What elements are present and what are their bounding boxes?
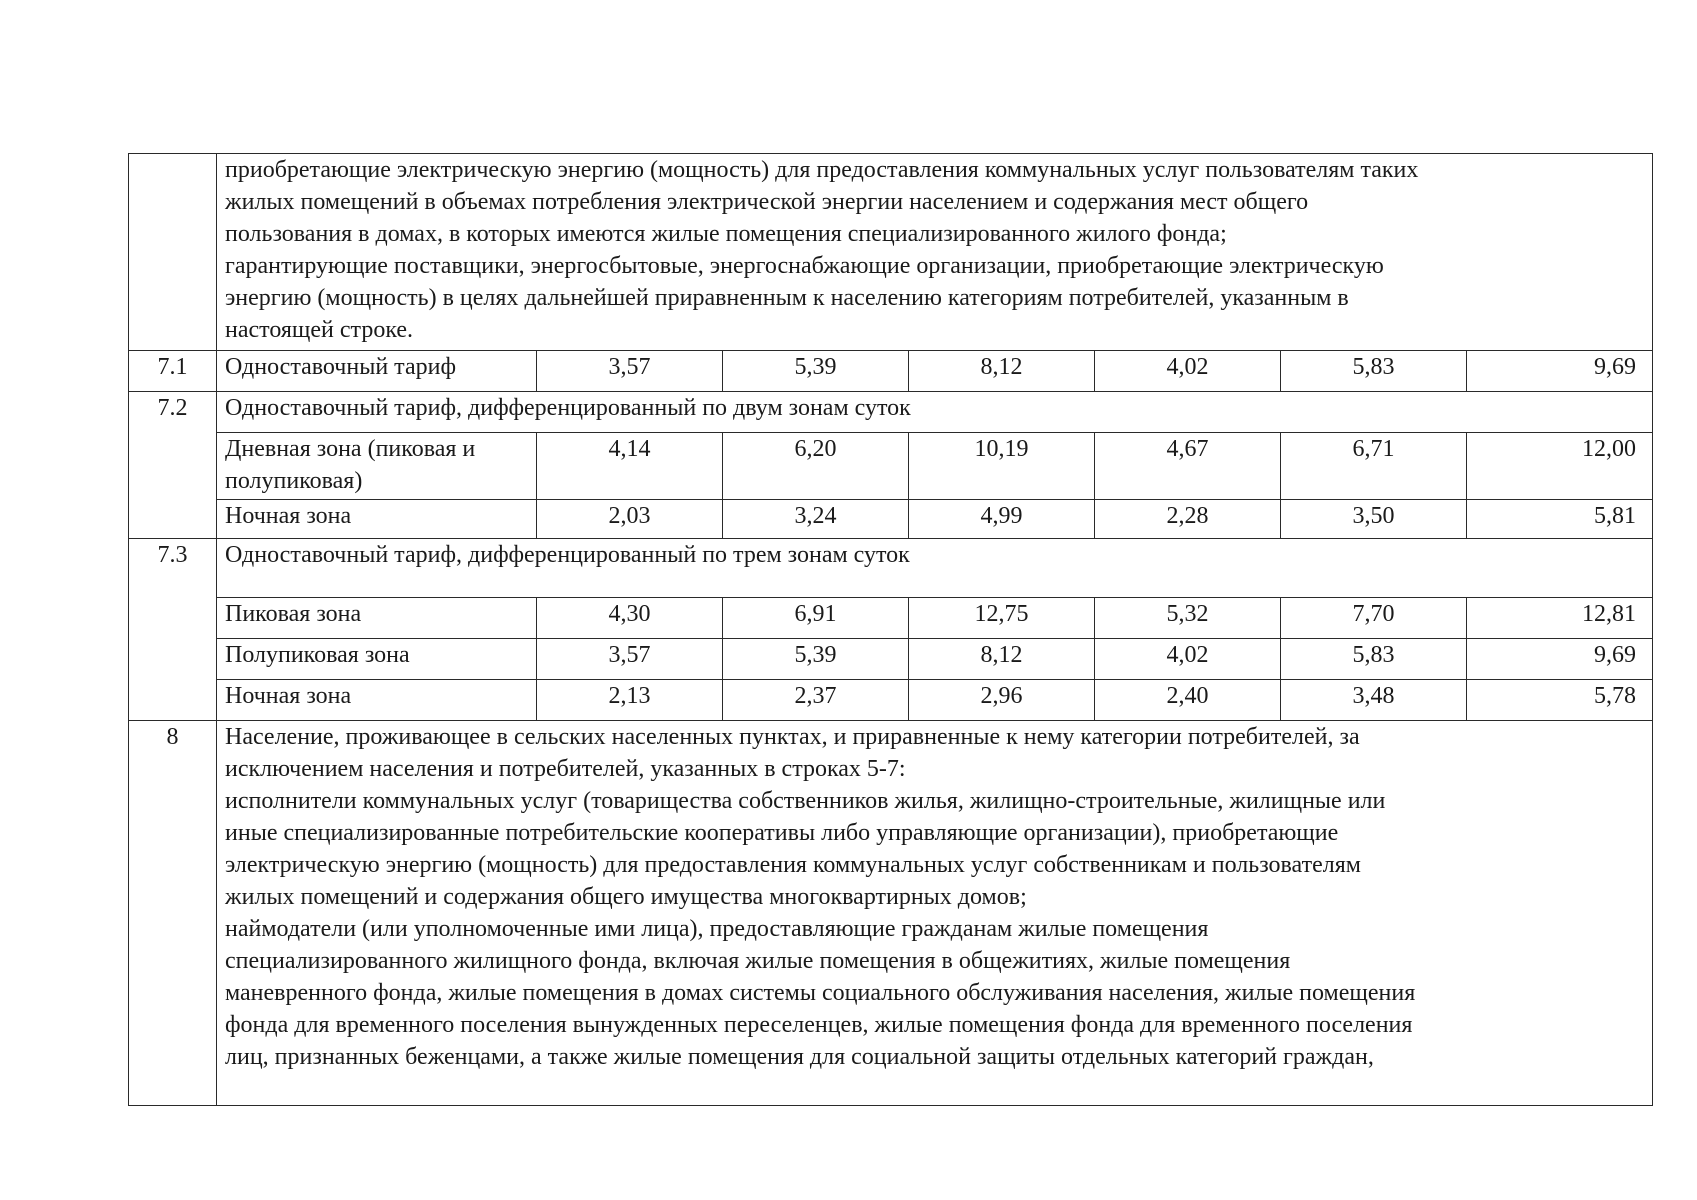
row-8 — [129, 721, 1653, 1106]
text-line: электрическую энергию (мощность) для предоставления коммунальных услуг собственникам и пользователям — [225, 852, 1361, 878]
value-cell: 8,12 — [909, 639, 1095, 680]
value-cell: 5,39 — [723, 351, 909, 392]
row-7-3-title — [129, 539, 1653, 598]
value-cell: 4,02 — [1095, 351, 1281, 392]
value-cell: 2,37 — [723, 680, 909, 721]
value-cell: 5,83 — [1281, 639, 1467, 680]
row-label: Одноставочный тариф — [217, 351, 537, 392]
value-cell: 9,69 — [1467, 639, 1653, 680]
value-cell: 2,03 — [537, 500, 723, 539]
row-number: 7.1 — [129, 351, 217, 392]
value-cell: 7,70 — [1281, 598, 1467, 639]
row-label: Дневная зона (пиковая и полупиковая) — [217, 433, 537, 500]
text-line: приобретающие электрическую энергию (мощность) для предоставления коммунальных услуг пользователям таких — [225, 157, 1419, 183]
value-cell: 8,12 — [909, 351, 1095, 392]
row-label: Пиковая зона — [217, 598, 537, 639]
text-line: жилых помещений и содержания общего имущества многоквартирных домов; — [225, 884, 1027, 910]
tariff-table — [128, 153, 1653, 1106]
row-label: Ночная зона — [217, 500, 537, 539]
row-7-2-night — [129, 500, 1653, 539]
row-label: Полупиковая зона — [217, 639, 537, 680]
value-cell: 6,71 — [1281, 433, 1467, 500]
text-line: лиц, признанных беженцами, а также жилые помещения для социальной защиты отдельных категорий граждан, — [225, 1044, 1374, 1070]
value-cell: 12,75 — [909, 598, 1095, 639]
value-cell: 2,40 — [1095, 680, 1281, 721]
text-line: маневренного фонда, жилые помещения в домах системы социального обслуживания населения, жилые помещения — [225, 980, 1416, 1006]
row-7-3-halfpeak — [129, 639, 1653, 680]
text-line: специализированного жилищного фонда, включая жилые помещения в общежитиях, жилые помещения — [225, 948, 1291, 974]
row-7-description-text — [217, 154, 1653, 351]
row-number: 8 — [129, 721, 217, 1106]
row-number: 7.3 — [129, 539, 217, 721]
value-cell: 6,20 — [723, 433, 909, 500]
text-line: Население, проживающее в сельских населенных пунктах, и приравненные к нему категории потребителей, за — [225, 724, 1360, 750]
text-line: исполнители коммунальных услуг (товарищества собственников жилья, жилищно-строительные, жилищные или — [225, 788, 1386, 814]
value-cell: 10,19 — [909, 433, 1095, 500]
value-cell: 12,00 — [1467, 433, 1653, 500]
value-cell: 3,50 — [1281, 500, 1467, 539]
text-line: настоящей строке. — [225, 317, 414, 343]
value-cell: 5,32 — [1095, 598, 1281, 639]
value-cell: 3,24 — [723, 500, 909, 539]
text-line: наймодатели (или уполномоченные ими лица), предоставляющие гражданам жилые помещения — [225, 916, 1209, 942]
row-7-2-title — [129, 392, 1653, 433]
value-cell: 12,81 — [1467, 598, 1653, 639]
value-cell: 5,83 — [1281, 351, 1467, 392]
row-label: Ночная зона — [217, 680, 537, 721]
row-number-cell — [129, 154, 217, 351]
row-7-2-day — [129, 433, 1653, 500]
value-cell: 2,13 — [537, 680, 723, 721]
value-cell: 3,57 — [537, 351, 723, 392]
value-cell: 5,78 — [1467, 680, 1653, 721]
value-cell: 4,02 — [1095, 639, 1281, 680]
row-title: Одноставочный тариф, дифференцированный по трем зонам суток — [217, 539, 1653, 598]
value-cell: 2,28 — [1095, 500, 1281, 539]
value-cell: 4,30 — [537, 598, 723, 639]
row-7-3-peak — [129, 598, 1653, 639]
text-line: энергию (мощность) в целях дальнейшей приравненным к населению категориям потребителей, указанным в — [225, 285, 1349, 311]
value-cell: 6,91 — [723, 598, 909, 639]
text-line: пользования в домах, в которых имеются жилые помещения специализированного жилого фонда; — [225, 221, 1227, 247]
text-line: иные специализированные потребительские кооперативы либо управляющие организации), приобретающие — [225, 820, 1339, 846]
value-cell: 4,14 — [537, 433, 723, 500]
value-cell: 3,57 — [537, 639, 723, 680]
value-cell: 5,81 — [1467, 500, 1653, 539]
row-number: 7.2 — [129, 392, 217, 539]
text-line: жилых помещений в объемах потребления электрической энергии населением и содержания мест общего — [225, 189, 1309, 215]
row-7-3-night — [129, 680, 1653, 721]
row-title: Одноставочный тариф, дифференцированный по двум зонам суток — [217, 392, 1653, 433]
text-line: исключением населения и потребителей, указанных в строках 5-7: — [225, 756, 906, 782]
value-cell: 4,67 — [1095, 433, 1281, 500]
value-cell: 4,99 — [909, 500, 1095, 539]
value-cell: 3,48 — [1281, 680, 1467, 721]
row-8-description-text — [217, 721, 1653, 1106]
text-line: фонда для временного поселения вынужденных переселенцев, жилые помещения фонда для временного поселения — [225, 1012, 1413, 1038]
row-7-description — [129, 154, 1653, 351]
text-line: гарантирующие поставщики, энергосбытовые, энергоснабжающие организации, приобретающие электрическую — [225, 253, 1384, 279]
row-7-1 — [129, 351, 1653, 392]
value-cell: 5,39 — [723, 639, 909, 680]
value-cell: 2,96 — [909, 680, 1095, 721]
value-cell: 9,69 — [1467, 351, 1653, 392]
